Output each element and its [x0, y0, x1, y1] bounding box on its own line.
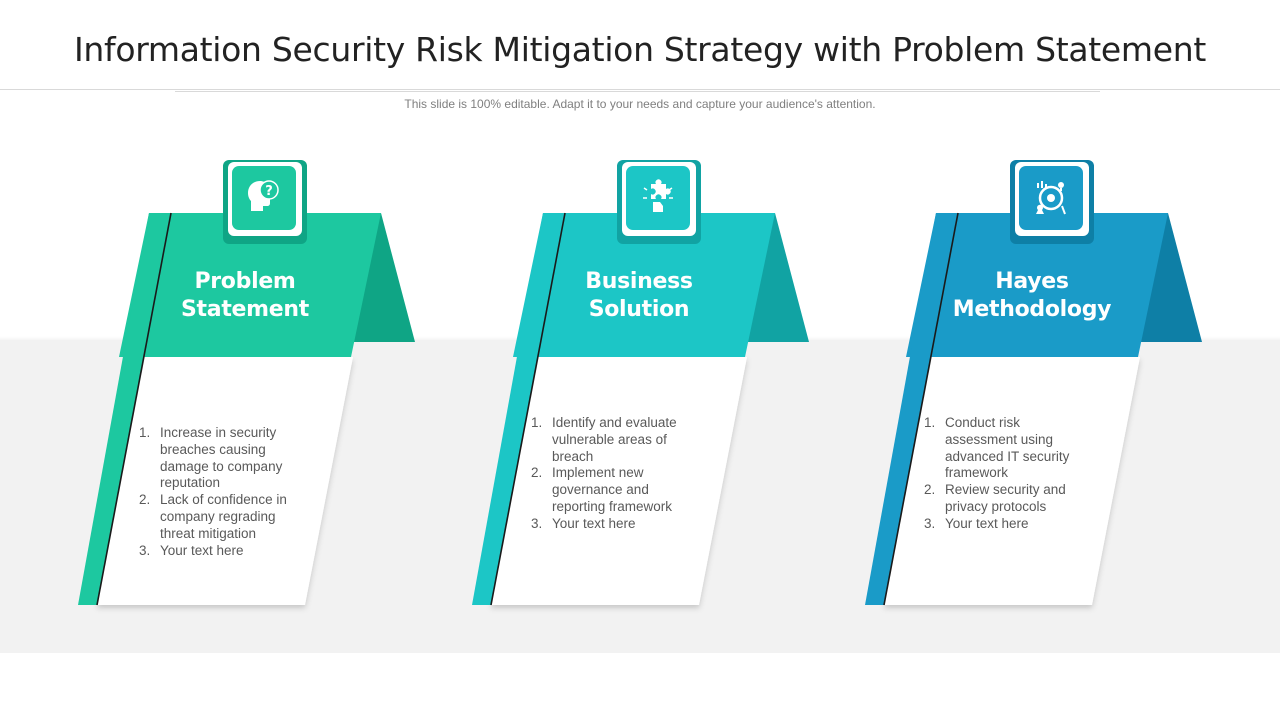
list-item: 1. Conduct risk assessment using advanced IT security framework: [924, 415, 1070, 481]
list-item: 3. Your text here: [924, 515, 1029, 531]
title-divider: [0, 89, 1280, 90]
list-item: 3. Your text here: [139, 542, 244, 558]
card-list: [139, 425, 307, 559]
card-business-solution: [469, 160, 809, 620]
card-heading: Problem Statement: [181, 269, 309, 322]
list-item: 2. Review security and privacy protocols: [924, 482, 1066, 514]
list-item: 2. Lack of confidence in company regrading threat mitigation: [139, 492, 287, 541]
strategy-gear-icon: [1019, 166, 1083, 230]
card-heading: Business Solution: [585, 269, 693, 322]
list-item: 3. Your text here: [531, 515, 636, 531]
card-list: [531, 415, 699, 533]
title-divider-inner: [175, 91, 1100, 92]
slide-subtitle: This slide is 100% editable. Adapt it to your needs and capture your audience's attention.: [404, 97, 876, 111]
card-heading: Hayes Methodology: [952, 269, 1112, 322]
hand-puzzle-icon: [626, 166, 690, 230]
card-problem-statement: [75, 160, 415, 620]
list-item: 1. Identify and evaluate vulnerable areas of breach: [531, 415, 677, 464]
slide-title: Information Security Risk Mitigation Strategy with Problem Statement: [73, 30, 1207, 69]
head-question-icon: [232, 166, 296, 230]
list-item: 1. Increase in security breaches causing damage to company reputation: [139, 425, 283, 491]
card-list: [924, 415, 1092, 533]
list-item: 2. Implement new governance and reporting framework: [531, 465, 673, 514]
card-hayes-methodology: [862, 160, 1202, 620]
svg-text:?: ?: [265, 184, 273, 199]
